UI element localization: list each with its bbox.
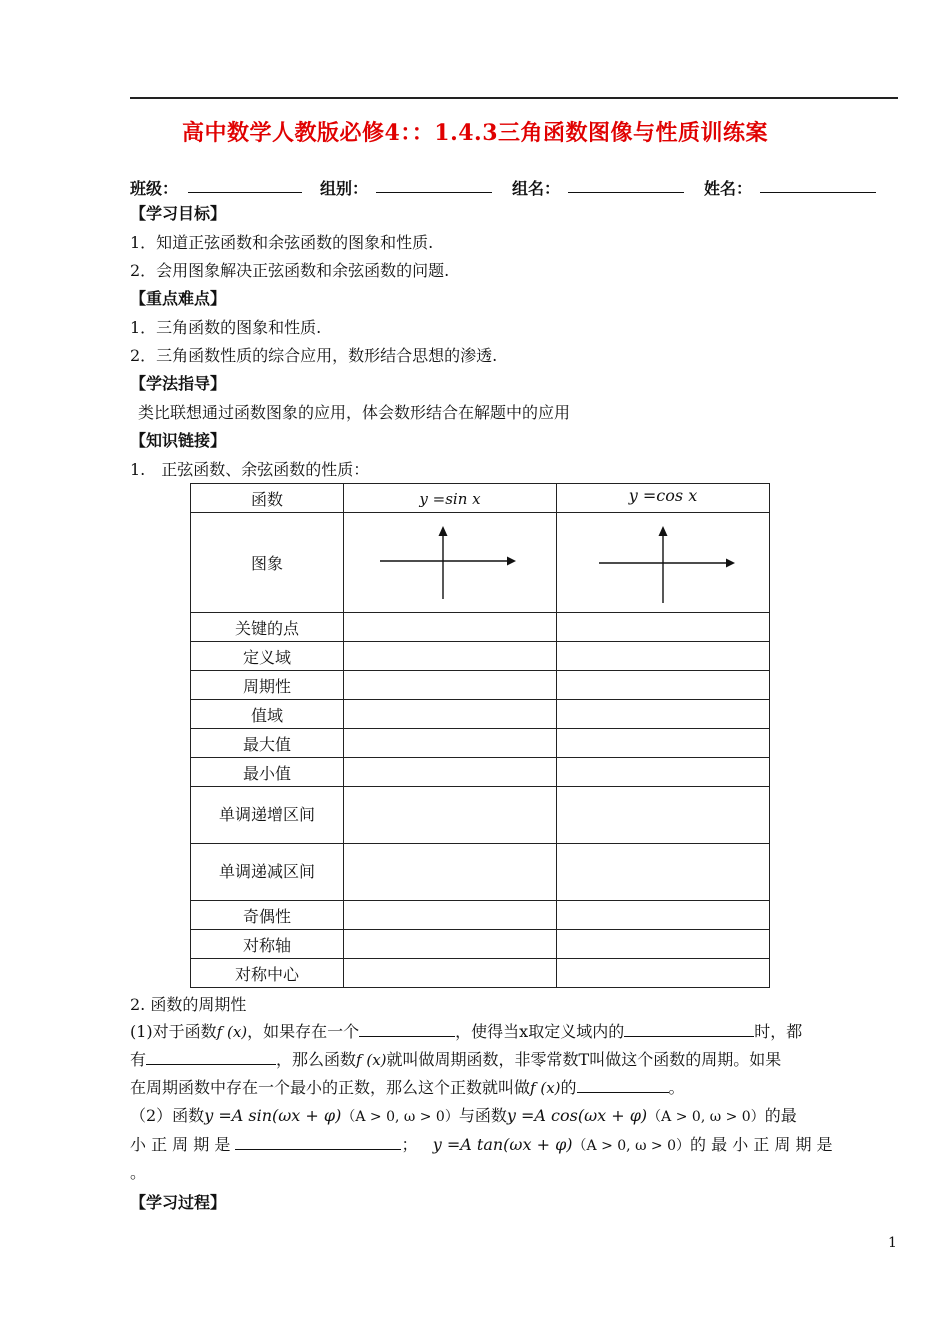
blank-5[interactable] [235, 1135, 401, 1150]
goals-heading: 【学习目标】 [130, 204, 227, 223]
row-label-max: 最大值 [191, 729, 344, 758]
cos-axes [557, 513, 769, 608]
p1-text-c: ，使得当x取定义域内的 [455, 1022, 625, 1041]
table-row [191, 700, 770, 729]
cos-formula: y =cos x [628, 486, 698, 505]
q1-text-a: （2）函数 [130, 1106, 205, 1125]
method-heading: 【学法指导】 [130, 374, 227, 393]
class-label: 班级： [130, 179, 179, 198]
sin-axes [344, 513, 556, 608]
p3-text-c: 。 [668, 1078, 685, 1097]
item-2: 2. 函数的周期性 [130, 995, 247, 1014]
table-row [191, 844, 770, 901]
goal-2: 2．会用图象解决正弦函数和余弦函数的问题. [130, 261, 450, 280]
properties-table [190, 483, 770, 988]
cos-period-cell[interactable] [557, 671, 770, 700]
row-label-decreasing: 单调递减区间 [191, 844, 344, 901]
table-row [191, 758, 770, 787]
cos-decreasing-cell[interactable] [557, 844, 770, 901]
sin-domain-cell[interactable] [344, 642, 557, 671]
sin-increasing-cell[interactable] [344, 787, 557, 844]
group-name-field[interactable] [568, 192, 684, 193]
cos-key-points-cell[interactable] [557, 613, 770, 642]
header-rule [130, 97, 898, 99]
period-question-line-1 [130, 1106, 797, 1127]
table-row [191, 671, 770, 700]
p3-text-a: 在周期函数中存在一个最小的正数，那么这个正数就叫做 [130, 1078, 531, 1097]
period-question-line-3: 。 [130, 1163, 147, 1182]
table-row [191, 613, 770, 642]
row-label-period: 周期性 [191, 671, 344, 700]
key-1: 1．三角函数的图象和性质. [130, 318, 322, 337]
item-1: 1. 正弦函数、余弦函数的性质： [130, 460, 370, 479]
cos-min-cell[interactable] [557, 758, 770, 787]
sin-min-cell[interactable] [344, 758, 557, 787]
sin-axis-cell[interactable] [344, 930, 557, 959]
q1-text-b: 与函数 [458, 1106, 507, 1125]
sin-parity-cell[interactable] [344, 901, 557, 930]
group-field[interactable] [376, 192, 492, 193]
row-label-range: 值域 [191, 700, 344, 729]
sin-formula: y =sin x [419, 489, 481, 508]
row-label-min: 最小值 [191, 758, 344, 787]
knowledge-heading: 【知识链接】 [130, 431, 227, 450]
sin-period-cell[interactable] [344, 671, 557, 700]
condition: （A > 0, ω > 0） [647, 1109, 765, 1125]
p1-text-a: (1)对于函数 [130, 1022, 217, 1041]
name-label: 姓名： [704, 179, 753, 198]
name-field[interactable] [760, 192, 876, 193]
sin-center-cell[interactable] [344, 959, 557, 988]
header-sin [344, 484, 557, 513]
sin-key-points-cell[interactable] [344, 613, 557, 642]
q1-text-c: 的最 [764, 1106, 797, 1125]
table-row-graph [191, 513, 770, 613]
sin-decreasing-cell[interactable] [344, 844, 557, 901]
cos-parity-cell[interactable] [557, 901, 770, 930]
blank-2[interactable] [624, 1022, 754, 1037]
method-text: 类比联想通过函数图象的应用，体会数形结合在解题中的应用 [138, 403, 571, 422]
header-cos [557, 484, 770, 513]
process-heading: 【学习过程】 [130, 1193, 227, 1212]
sin-range-cell[interactable] [344, 700, 557, 729]
p3-text-b: 的 [560, 1078, 577, 1097]
blank-1[interactable] [359, 1022, 455, 1037]
page-title: 高中数学人教版必修4：：1.4.3三角函数图像与性质训练案 [181, 120, 769, 146]
row-label-key-points: 关键的点 [191, 613, 344, 642]
group-label: 组别： [320, 179, 369, 198]
cos-domain-cell[interactable] [557, 642, 770, 671]
header-function: 函数 [191, 484, 344, 513]
table-row [191, 729, 770, 758]
tan-expression: y =A tan(ωx + φ) [432, 1135, 573, 1154]
q2-text-c: 的 最 小 正 周 期 是 [690, 1135, 833, 1154]
sin-graph-cell [344, 513, 557, 613]
table-header-row [191, 484, 770, 513]
condition: （A > 0, ω > 0） [572, 1138, 691, 1154]
row-label-domain: 定义域 [191, 642, 344, 671]
p1-text-d: 时，都 [754, 1022, 803, 1041]
blank-3[interactable] [146, 1050, 276, 1065]
goal-1: 1．知道正弦函数和余弦函数的图象和性质. [130, 233, 434, 252]
cos-graph-cell [557, 513, 770, 613]
key-2: 2．三角函数性质的综合应用，数形结合思想的渗透. [130, 346, 498, 365]
periodicity-line-1 [130, 1022, 802, 1042]
period-question-line-2 [130, 1135, 833, 1156]
sin-expression: y =A sin(ωx + φ) [204, 1106, 342, 1125]
table-row [191, 642, 770, 671]
q2-text-a: 小 正 周 期 是 [130, 1135, 231, 1154]
table-row [191, 901, 770, 930]
cos-max-cell[interactable] [557, 729, 770, 758]
fx-symbol: f (x) [356, 1051, 387, 1069]
p1-text-b: ，如果存在一个 [247, 1022, 360, 1041]
cos-range-cell[interactable] [557, 700, 770, 729]
table-row [191, 959, 770, 988]
group-name-label: 组名： [512, 179, 561, 198]
p2-text-a: 有 [130, 1050, 147, 1069]
periodicity-line-3 [130, 1078, 685, 1098]
fx-symbol: f (x) [216, 1023, 248, 1041]
periodicity-line-2 [130, 1050, 781, 1070]
q2-text-b: ； [401, 1135, 418, 1154]
row-label-axis: 对称轴 [191, 930, 344, 959]
sin-max-cell[interactable] [344, 729, 557, 758]
cos-center-cell[interactable] [557, 959, 770, 988]
class-field[interactable] [188, 192, 302, 193]
fx-symbol: f (x) [530, 1079, 561, 1097]
row-label-center: 对称中心 [191, 959, 344, 988]
p2-text-c: 就叫做周期函数，非零常数T叫做这个函数的周期。如果 [386, 1050, 782, 1069]
p2-text-b: ，那么函数 [276, 1050, 357, 1069]
condition: （A > 0, ω > 0） [341, 1109, 459, 1125]
row-label-increasing: 单调递增区间 [191, 787, 344, 844]
cos-increasing-cell[interactable] [557, 787, 770, 844]
key-heading: 【重点难点】 [130, 289, 227, 308]
cos-expression: y =A cos(ωx + φ) [506, 1106, 648, 1125]
table-row [191, 787, 770, 844]
row-label-parity: 奇偶性 [191, 901, 344, 930]
table-row [191, 930, 770, 959]
cos-axis-cell[interactable] [557, 930, 770, 959]
blank-4[interactable] [577, 1078, 669, 1093]
page-number: 1 [888, 1235, 897, 1251]
graph-label: 图象 [191, 513, 344, 613]
